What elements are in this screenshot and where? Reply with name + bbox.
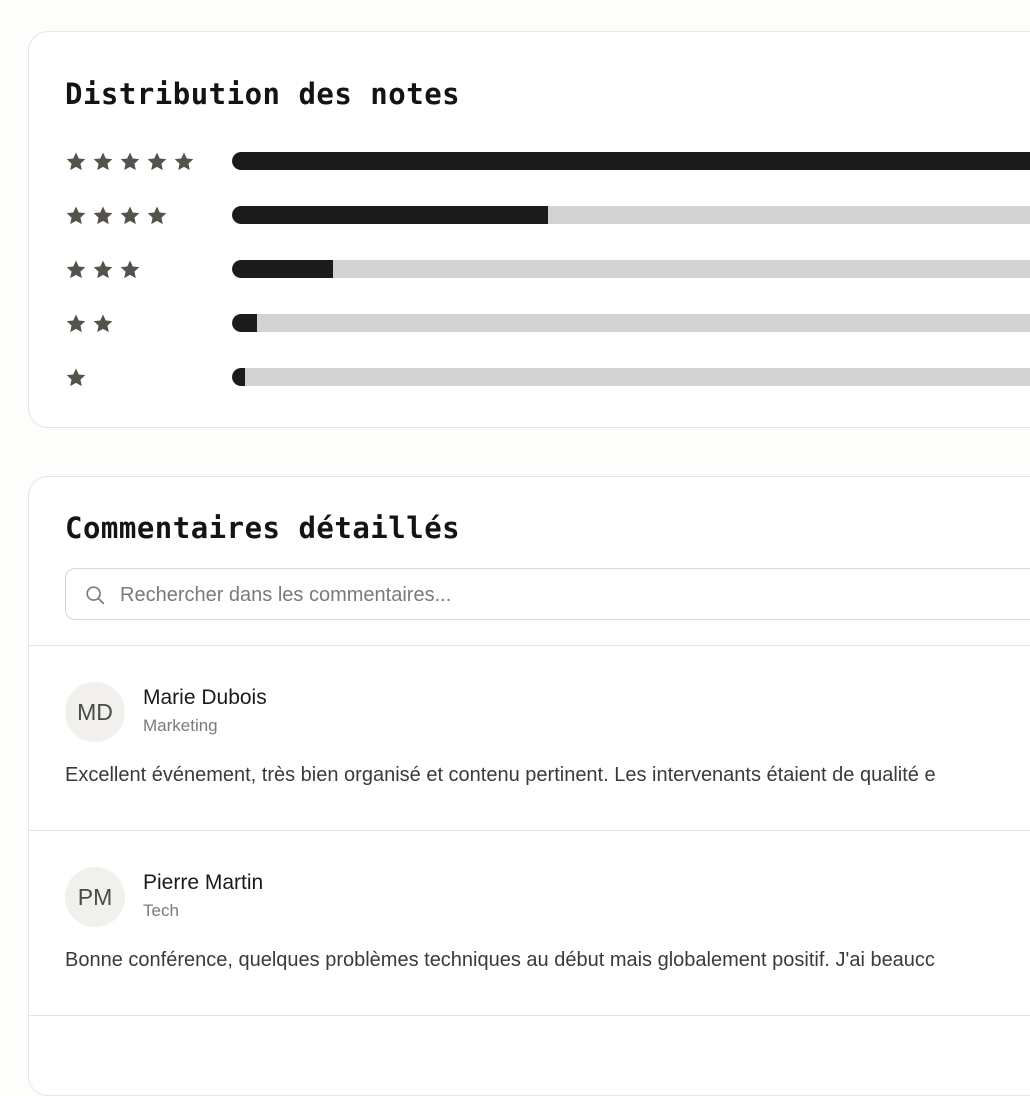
- comment-text: Bonne conférence, quelques problèmes techniques au début mais globalement positif. J'ai beaucc: [65, 949, 935, 971]
- star-rating-2: [65, 313, 114, 333]
- rating-bar-fill: [232, 368, 245, 386]
- star-icon: [65, 367, 87, 387]
- distribution-row-2-stars: [65, 313, 1030, 333]
- star-icon: [92, 313, 114, 333]
- comment-item: [29, 831, 1030, 1015]
- rating-bar-fill: [232, 314, 257, 332]
- star-rating-4: [65, 205, 168, 225]
- star-icon: [119, 151, 141, 171]
- rating-bar-track: [232, 152, 1030, 170]
- author-name: Marie Dubois: [143, 686, 267, 709]
- star-icon: [65, 151, 87, 171]
- comment-text: Excellent événement, très bien organisé et contenu pertinent. Les intervenants étaient de qualité e: [65, 764, 936, 786]
- star-rating-5: [65, 151, 195, 171]
- star-icon: [65, 205, 87, 225]
- avatar: MD: [65, 682, 125, 742]
- distribution-row-3-stars: [65, 259, 1030, 279]
- comments-search[interactable]: [65, 568, 1030, 620]
- avatar: PM: [65, 867, 125, 927]
- comments-title: Commentaires détaillés: [65, 511, 461, 545]
- author-name: Pierre Martin: [143, 871, 264, 894]
- star-icon: [146, 205, 168, 225]
- rating-bar-track: [232, 368, 1030, 386]
- search-icon: [84, 584, 106, 606]
- rating-bar-fill: [232, 152, 1030, 170]
- rating-distribution-card: [28, 31, 1030, 428]
- distribution-row-4-stars: [65, 205, 1030, 225]
- distribution-row-5-stars: [65, 151, 1030, 171]
- search-input[interactable]: [118, 569, 1022, 621]
- distribution-title: Distribution des notes: [65, 77, 461, 111]
- star-icon: [146, 151, 168, 171]
- detailed-comments-card: [28, 476, 1030, 1096]
- rating-bar-fill: [232, 206, 548, 224]
- star-icon: [92, 151, 114, 171]
- star-icon: [65, 313, 87, 333]
- author-department: Tech: [143, 901, 179, 920]
- rating-bar-track: [232, 260, 1030, 278]
- rating-bar-track: [232, 314, 1030, 332]
- distribution-row-1-star: [65, 367, 1030, 387]
- star-icon: [119, 205, 141, 225]
- comment-item: [29, 646, 1030, 830]
- star-icon: [119, 259, 141, 279]
- rating-bar-track: [232, 206, 1030, 224]
- star-icon: [173, 151, 195, 171]
- divider: [29, 1015, 1030, 1016]
- author-department: Marketing: [143, 716, 218, 735]
- rating-bar-fill: [232, 260, 333, 278]
- star-icon: [92, 259, 114, 279]
- star-rating-3: [65, 259, 141, 279]
- star-rating-1: [65, 367, 87, 387]
- star-icon: [92, 205, 114, 225]
- star-icon: [65, 259, 87, 279]
